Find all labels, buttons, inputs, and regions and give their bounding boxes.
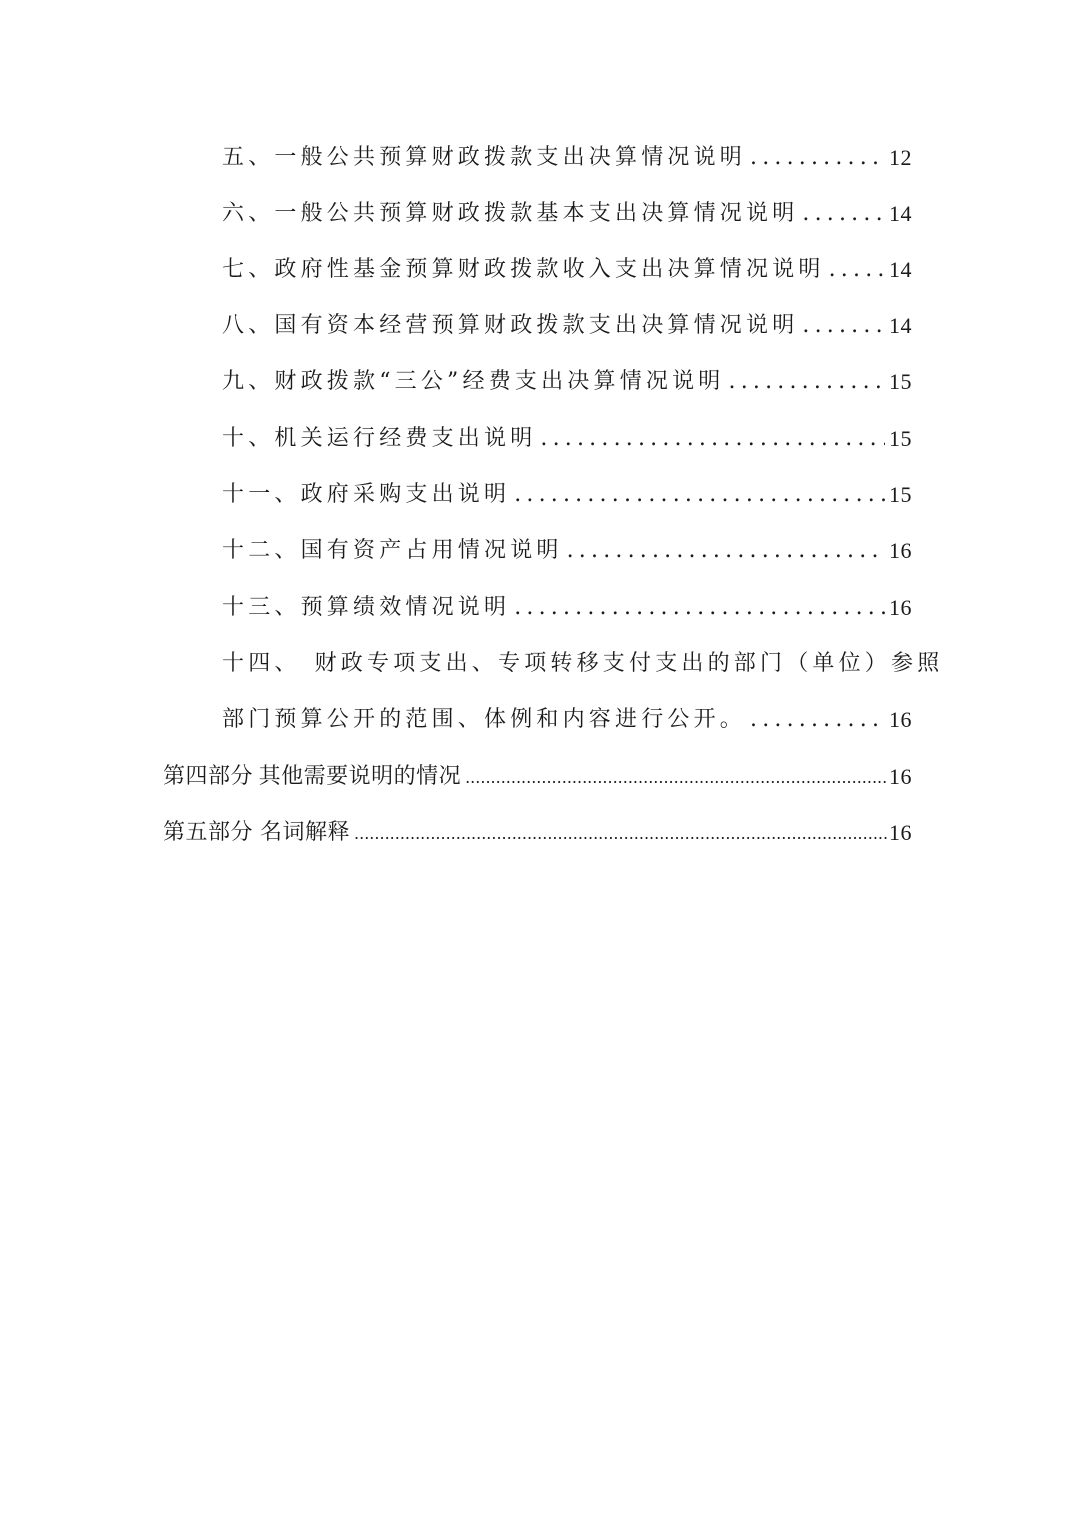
toc-item-14-line2[interactable]: [222, 709, 912, 731]
toc-leader-dots: [567, 540, 885, 562]
toc-item-text: 七、政府性基金预算财政拨款收入支出决算情况说明: [222, 257, 825, 282]
toc-item-8[interactable]: [222, 315, 912, 337]
toc-page-number: 16: [889, 707, 912, 732]
toc-page-number: 15: [889, 426, 912, 451]
toc-item-text: 十三、预算绩效情况说明: [222, 595, 511, 620]
toc-leader-dots: [750, 147, 885, 169]
toc-item-text: 十二、国有资产占用情况说明: [222, 538, 563, 563]
toc-page-number: 16: [889, 764, 912, 789]
toc-leader-dots: [829, 259, 885, 281]
toc-item-text: 五、一般公共预算财政拨款支出决算情况说明: [222, 145, 747, 170]
toc-leader-dots: [514, 484, 885, 506]
toc-part-title: 名词解释: [260, 820, 351, 845]
toc-page-number: 14: [889, 201, 912, 226]
toc-leader-dots: [802, 315, 885, 337]
toc-item-text: 财政专项支出、专项转移支付支出的部门（单位）参照: [314, 651, 944, 676]
toc-part-4[interactable]: [163, 766, 912, 788]
toc-part-label: 第四部分: [163, 764, 254, 789]
toc-item-text: 八、国有资本经营预算财政拨款支出决算情况说明: [222, 313, 799, 338]
toc-page-number: 16: [889, 538, 912, 563]
toc-item-9[interactable]: [222, 371, 912, 393]
toc-leader-dots: [514, 597, 885, 619]
toc-page-number: 15: [889, 369, 912, 394]
toc-item-10[interactable]: [222, 428, 912, 450]
toc-item-11[interactable]: [222, 484, 912, 506]
toc-page-number: 12: [889, 145, 912, 170]
toc-page-number: 16: [889, 820, 912, 845]
toc-item-6[interactable]: [222, 203, 912, 225]
toc-leader-dots: [354, 826, 887, 842]
toc-page-number: 14: [889, 313, 912, 338]
toc-item-prefix: 十四、: [222, 651, 301, 676]
toc-item-13[interactable]: [222, 597, 912, 619]
toc-leader-dots: [729, 371, 886, 393]
toc-page-number: 16: [889, 595, 912, 620]
toc-item-text: 十一、政府采购支出说明: [222, 482, 511, 507]
toc-part-label: 第五部分: [163, 820, 254, 845]
toc-item-12[interactable]: [222, 540, 912, 562]
toc-part-title: 其他需要说明的情况: [258, 764, 462, 789]
toc-item-text: 六、一般公共预算财政拨款基本支出决算情况说明: [222, 201, 799, 226]
toc-item-text: 部门预算公开的范围、体例和内容进行公开。: [222, 707, 747, 732]
toc-item-7[interactable]: [222, 259, 912, 281]
toc-item-14-line1[interactable]: [222, 651, 944, 676]
toc-item-text: 九、财政拨款“三公”经费支出决算情况说明: [222, 369, 725, 394]
toc-item-text: 十、机关运行经费支出说明: [222, 426, 537, 451]
toc-item-5[interactable]: [222, 147, 912, 169]
toc-leader-dots: [465, 770, 887, 786]
toc-leader-dots: [540, 428, 885, 450]
toc-page-number: 15: [889, 482, 912, 507]
toc-page-number: 14: [889, 257, 912, 282]
toc-leader-dots: [802, 203, 885, 225]
toc-part-5[interactable]: [163, 822, 912, 844]
toc-leader-dots: [750, 709, 885, 731]
